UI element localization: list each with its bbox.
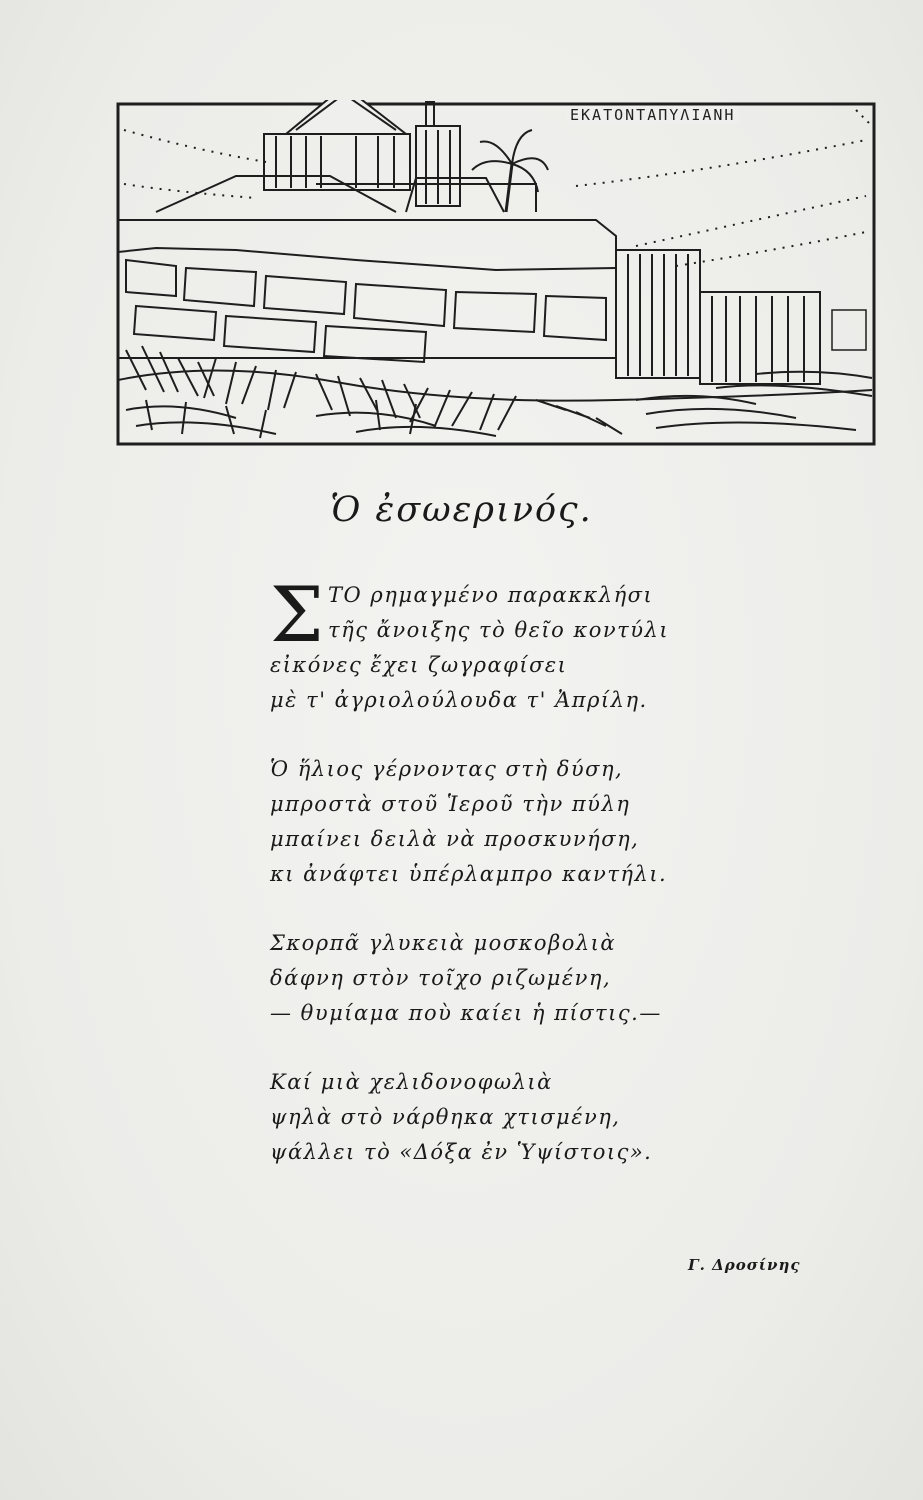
stanza-4 <box>270 1065 750 1170</box>
author-signature: Γ. Δροσίνης <box>688 1256 801 1274</box>
church-drawing <box>116 100 876 448</box>
poem-line: μὲ τ' ἀγριολούλουδα τ' Ἀπρίλη. <box>270 688 648 712</box>
poem-line: μπαίνει δειλὰ νὰ προσκυνήση, <box>270 827 640 851</box>
illustration-caption: ΕΚΑΤΟΝΤΑΠΥΛΙΑΝΗ <box>566 106 739 124</box>
poem-line: ψάλλει τὸ «Δόξα ἐν Ὑψίστοις». <box>270 1140 653 1164</box>
drop-cap: Σ <box>270 570 326 659</box>
poem-line: ψηλὰ στὸ νάρθηκα χτισμένη, <box>270 1105 621 1129</box>
stanza-1 <box>270 570 750 718</box>
poem-line: Ὁ ἥλιος γέρνοντας στὴ δύση, <box>270 757 624 781</box>
poem-line: — θυμίαμα ποὺ καίει ἡ πίστις.— <box>270 1001 662 1025</box>
poem-line: δάφνη στὸν τοῖχο ριζωμένη, <box>270 966 612 990</box>
poem-line: τῆς ἄνοιξης τὸ θεῖο κοντύλι <box>328 618 670 642</box>
stanza-2 <box>270 752 750 892</box>
poem-line: Σκορπᾶ γλυκειὰ μοσκοβολιὰ <box>270 931 617 955</box>
poem-body <box>270 570 750 1204</box>
poem-line: μπροστὰ στοῦ Ἱεροῦ τὴν πύλη <box>270 792 631 816</box>
stanza-3 <box>270 926 750 1031</box>
poem-line: κι ἀνάφτει ὑπέρλαμπρο καντήλι. <box>270 862 668 886</box>
poem-title: Ὁ ἐσωερινός. <box>330 490 593 530</box>
poem-line: Καί μιὰ χελιδονοφωλιὰ <box>270 1070 553 1094</box>
poem-line: ΤΟ ρημαγμένο παρακκλήσι <box>328 583 654 607</box>
church-illustration <box>116 100 876 448</box>
poem-line: εἰκόνες ἔχει ζωγραφίσει <box>270 653 568 677</box>
